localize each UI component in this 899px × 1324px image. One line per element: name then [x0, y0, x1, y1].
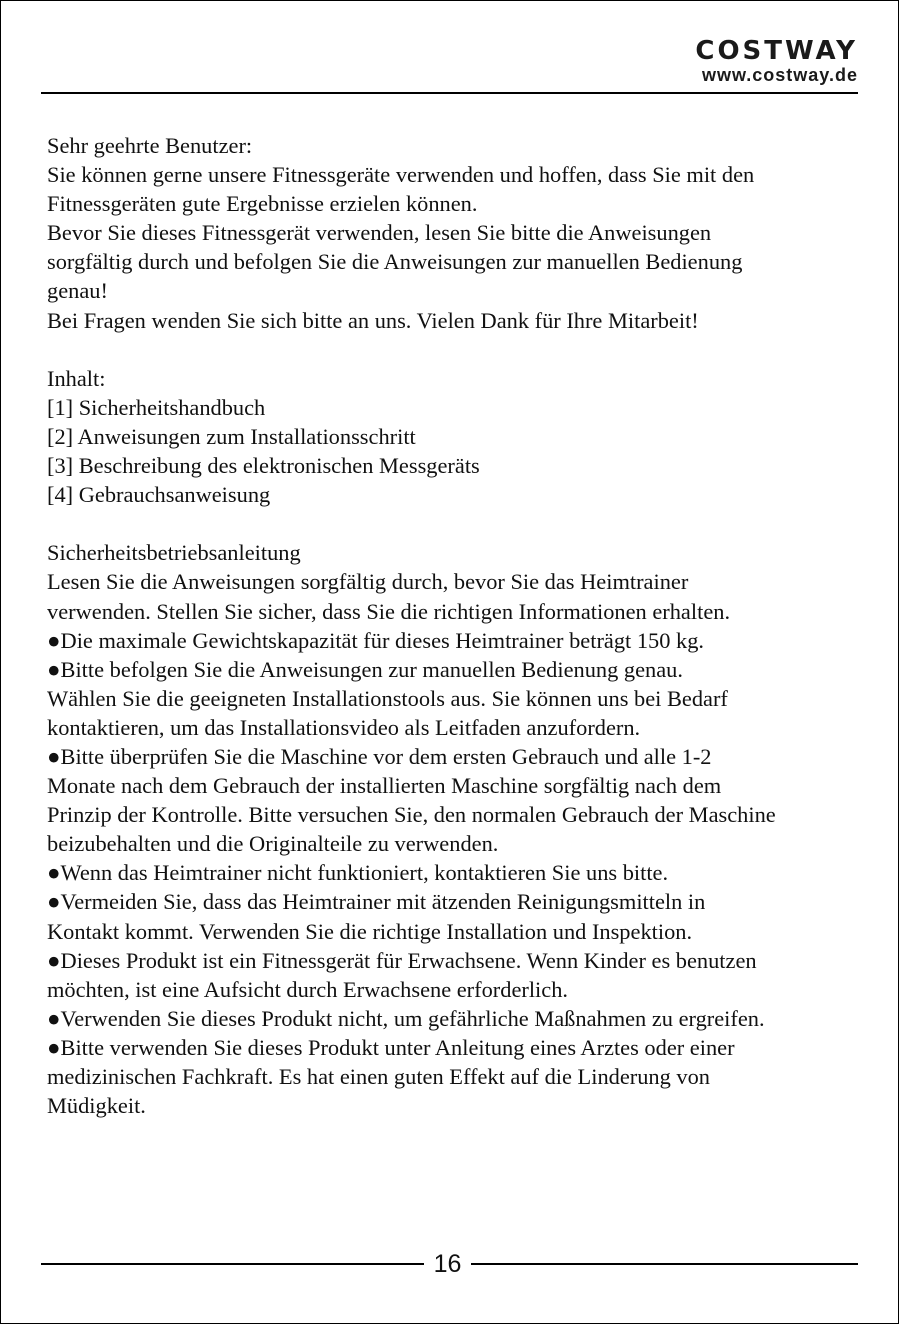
safety-line: Müdigkeit. [47, 1093, 146, 1119]
intro-line: genau! [47, 278, 108, 304]
brand-logo [695, 37, 858, 85]
safety-line: ●Bitte befolgen Sie die Anweisungen zur manuellen Bedienung genau. [47, 656, 683, 682]
safety-line: Lesen Sie die Anweisungen sorgfältig durch, bevor Sie das Heimtrainer [47, 569, 689, 595]
intro-line: sorgfältig durch und befolgen Sie die Anweisungen zur manuellen Bedienung [47, 249, 743, 275]
safety-line: beizubehalten und die Originalteile zu verwenden. [47, 831, 499, 857]
intro-line: Bevor Sie dieses Fitnessgerät verwenden, lesen Sie bitte die Anweisungen [47, 220, 712, 246]
safety-line: Wählen Sie die geeigneten Installationstools aus. Sie können uns bei Bedarf [47, 685, 728, 711]
safety-line: ●Dieses Produkt ist ein Fitnessgerät für Erwachsene. Wenn Kinder es benutzen [47, 947, 757, 973]
page-number: 16 [433, 1250, 462, 1278]
contents-section [47, 364, 859, 509]
safety-line: medizinischen Fachkraft. Es hat einen guten Effekt auf die Linderung von [47, 1064, 711, 1089]
header-divider [41, 92, 858, 94]
safety-line: kontaktieren, um das Installationsvideo als Leitfaden anzufordern. [47, 714, 641, 740]
safety-line: verwenden. Stellen Sie sicher, dass Sie die richtigen Informationen erhalten. [47, 598, 731, 624]
contents-item: [1] Sicherheitshandbuch [47, 394, 266, 420]
paragraph-gap [47, 509, 859, 538]
brand-url: www.costway.de [701, 65, 858, 85]
footer-divider-right [471, 1263, 858, 1265]
intro-line: Fitnessgeräten gute Ergebnisse erzielen können. [47, 191, 478, 217]
footer-divider-left [41, 1263, 424, 1265]
contents-heading: Inhalt: [47, 365, 106, 391]
contents-item: [4] Gebrauchsanweisung [47, 482, 271, 508]
intro-line: Sehr geehrte Benutzer: [47, 133, 253, 158]
safety-line: Kontakt kommt. Verwenden Sie die richtige Installation und Inspektion. [47, 918, 693, 944]
safety-line: ●Bitte verwenden Sie dieses Produkt unter Anleitung eines Arztes oder einer [47, 1034, 735, 1060]
contents-item: [3] Beschreibung des elektronischen Messgeräts [47, 453, 480, 479]
safety-line: ●Verwenden Sie dieses Produkt nicht, um gefährliche Maßnahmen zu ergreifen. [47, 1005, 765, 1031]
intro-section [47, 131, 859, 335]
safety-line: ●Bitte überprüfen Sie die Maschine vor dem ersten Gebrauch und alle 1-2 [47, 743, 712, 769]
safety-line: ●Vermeiden Sie, dass das Heimtrainer mit ätzenden Reinigungsmitteln in [47, 889, 706, 915]
safety-line: ●Die maximale Gewichtskapazität für dieses Heimtrainer beträgt 150 kg. [47, 627, 705, 653]
safety-section [47, 538, 859, 1120]
intro-line: Sie können gerne unsere Fitnessgeräte verwenden und hoffen, dass Sie mit den [47, 162, 755, 188]
safety-line: ●Wenn das Heimtrainer nicht funktioniert, kontaktieren Sie uns bitte. [47, 860, 669, 886]
intro-line: Bei Fragen wenden Sie sich bitte an uns. Vielen Dank für Ihre Mitarbeit! [47, 307, 699, 333]
contents-item: [2] Anweisungen zum Installationsschritt [47, 423, 416, 449]
page-footer [41, 1246, 858, 1282]
safety-line: Monate nach dem Gebrauch der installierten Maschine sorgfältig nach dem [47, 773, 722, 799]
safety-line: Prinzip der Kontrolle. Bitte versuchen Sie, den normalen Gebrauch der Maschine [47, 802, 776, 828]
paragraph-gap [47, 335, 859, 364]
safety-heading: Sicherheitsbetriebsanleitung [47, 540, 301, 566]
brand-name: COSTWAY [695, 36, 858, 66]
page-body [47, 131, 859, 1120]
safety-line: möchten, ist eine Aufsicht durch Erwachsene erforderlich. [47, 976, 569, 1002]
